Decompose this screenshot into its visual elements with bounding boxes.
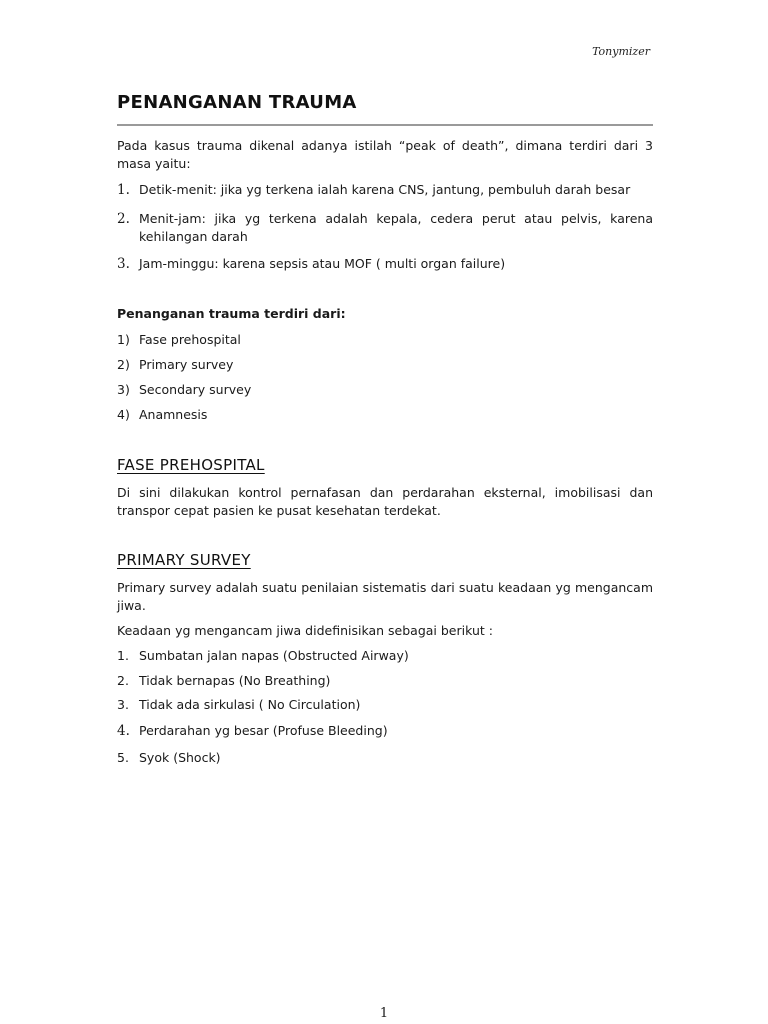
list-number: 1. [117,182,130,198]
list-number: 5. [117,750,129,765]
list-number: 1) [117,332,130,347]
list-number: 3. [117,256,130,272]
list-text: Menit-jam: jika yg terkena adalah kepala, cedera perut atau pelvis, karena kehilangan darah [139,211,653,244]
section-heading-primary-survey: PRIMARY SURVEY [117,551,251,569]
list-text: Anamnesis [139,407,208,422]
list-number: 2. [117,673,129,688]
primary-survey-definition: Keadaan yg mengancam jiwa didefinisikan sebagai berikut : [117,623,493,638]
list-text: Fase prehospital [139,332,241,347]
page-number: 1 [379,1006,389,1021]
prehospital-paragraph: Di sini dilakukan kontrol pernafasan dan perdarahan eksternal, imobilisasi dan transpor cepat pasien ke pusat kesehatan terdekat. [117,485,653,518]
handling-heading: Penanganan trauma terdiri dari: [117,306,346,321]
intro-paragraph: Pada kasus trauma dikenal adanya istilah “peak of death”, dimana terdiri dari 3 masa yaitu: [117,138,653,171]
list-number: 3. [117,697,129,712]
list-number: 3) [117,382,130,397]
list-text: Syok (Shock) [139,750,221,765]
list-text: Perdarahan yg besar (Profuse Bleeding) [139,723,388,738]
list-text: Jam-minggu: karena sepsis atau MOF ( multi organ failure) [139,256,506,271]
list-number: 2) [117,357,130,372]
list-text: Primary survey [139,357,234,372]
list-number: 1. [117,648,129,663]
list-text: Secondary survey [139,382,252,397]
list-number: 4) [117,407,130,422]
list-text: Tidak ada sirkulasi ( No Circulation) [139,697,361,712]
list-text: Detik-menit: jika yg terkena ialah karena CNS, jantung, pembuluh darah besar [139,182,631,197]
title-divider [117,124,653,126]
list-number: 2. [117,211,130,227]
header-author: Tonymizer [592,45,650,58]
list-text: Sumbatan jalan napas (Obstructed Airway) [139,648,409,663]
list-number: 4. [117,723,130,739]
section-heading-prehospital: FASE PREHOSPITAL [117,456,265,474]
list-text: Tidak bernapas (No Breathing) [139,673,331,688]
page-title: PENANGANAN TRAUMA [117,92,357,113]
primary-survey-paragraph: Primary survey adalah suatu penilaian sistematis dari suatu keadaan yg mengancam jiwa. [117,580,653,613]
